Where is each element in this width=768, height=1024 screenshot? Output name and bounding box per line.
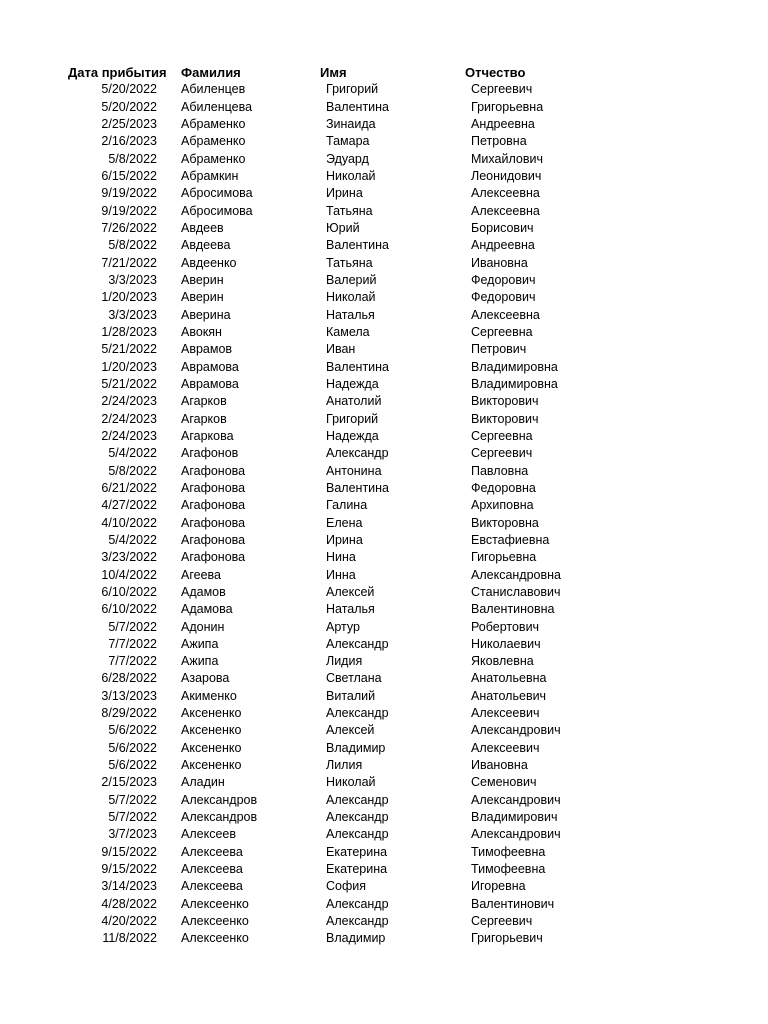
arrival-date-cell: 10/4/2022: [101, 567, 157, 582]
patronymic-cell: Игоревна: [471, 879, 526, 894]
patronymic-cell: Григорьевич: [471, 931, 543, 946]
patronymic-cell: Ивановна: [471, 255, 528, 270]
last-name-cell: Александров: [181, 810, 258, 825]
table-row: [68, 376, 581, 393]
last-name-cell: Абрамкин: [181, 168, 239, 183]
first-name-cell: Иван: [326, 342, 356, 357]
patronymic-cell: Валентинович: [471, 896, 555, 911]
arrival-date-cell: 6/10/2022: [101, 602, 157, 617]
patronymic-cell: Леонидович: [471, 168, 542, 183]
patronymic-cell: Анатольевич: [471, 688, 547, 703]
table-row: [68, 705, 581, 722]
table-row: [68, 393, 581, 410]
arrival-date-cell: 5/6/2022: [108, 758, 157, 773]
header-row: [68, 64, 581, 81]
patronymic-cell: Сергеевна: [471, 428, 533, 443]
table-row: [68, 636, 581, 653]
first-name-cell: Надежда: [326, 376, 379, 391]
patronymic-cell: Николаевич: [471, 636, 541, 651]
table-row: [68, 99, 581, 116]
first-name-cell: София: [326, 879, 367, 894]
last-name-cell: Алексеенко: [181, 914, 249, 929]
header-patronymic: Отчество: [465, 65, 526, 80]
first-name-cell: Татьяна: [326, 203, 373, 218]
patronymic-cell: Федорович: [471, 272, 536, 287]
table-row: [68, 896, 581, 913]
last-name-cell: Авокян: [181, 324, 222, 339]
last-name-cell: Алексеева: [181, 844, 243, 859]
first-name-cell: Николай: [326, 290, 376, 305]
table-row: [68, 532, 581, 549]
first-name-cell: Валентина: [326, 238, 390, 253]
table-row: [68, 411, 581, 428]
table-row: [68, 185, 581, 202]
table-row: [68, 133, 581, 150]
last-name-cell: Абиленцева: [181, 99, 253, 114]
last-name-cell: Агафонова: [181, 463, 246, 478]
table-row: [68, 341, 581, 358]
arrival-date-cell: 4/28/2022: [101, 896, 157, 911]
arrival-date-cell: 3/7/2023: [108, 827, 157, 842]
arrival-date-cell: 7/7/2022: [108, 636, 157, 651]
first-name-cell: Камела: [326, 324, 370, 339]
patronymic-cell: Тимофеевна: [471, 844, 546, 859]
patronymic-cell: Алексеевич: [471, 706, 540, 721]
patronymic-cell: Алексеевна: [471, 203, 540, 218]
table-row: [68, 237, 581, 254]
table-row: [68, 792, 581, 809]
table-row: [68, 809, 581, 826]
first-name-cell: Екатерина: [326, 862, 388, 877]
last-name-cell: Агаркова: [181, 428, 234, 443]
last-name-cell: Алексеев: [181, 827, 236, 842]
last-name-cell: Акименко: [181, 688, 237, 703]
last-name-cell: Авдеев: [181, 220, 224, 235]
last-name-cell: Александров: [181, 792, 258, 807]
arrival-date-cell: 5/4/2022: [108, 532, 157, 547]
last-name-cell: Авдеенко: [181, 255, 237, 270]
arrival-date-cell: 5/4/2022: [108, 446, 157, 461]
table-row: [68, 445, 581, 462]
arrival-date-cell: 5/7/2022: [108, 810, 157, 825]
patronymic-cell: Андреевна: [471, 238, 535, 253]
last-name-cell: Агафонова: [181, 498, 246, 513]
arrival-date-cell: 6/21/2022: [101, 480, 157, 495]
first-name-cell: Владимир: [326, 931, 386, 946]
first-name-cell: Ирина: [326, 532, 363, 547]
last-name-cell: Аврамова: [181, 376, 239, 391]
first-name-cell: Виталий: [326, 688, 376, 703]
patronymic-cell: Архиповна: [471, 498, 534, 513]
first-name-cell: Антонина: [326, 463, 382, 478]
first-name-cell: Эдуард: [326, 151, 369, 166]
first-name-cell: Александр: [326, 810, 389, 825]
patronymic-cell: Федоровна: [471, 480, 536, 495]
last-name-cell: Агафонова: [181, 532, 246, 547]
patronymic-cell: Станиславович: [471, 584, 561, 599]
patronymic-cell: Андреевна: [471, 116, 535, 131]
last-name-cell: Аверина: [181, 307, 231, 322]
first-name-cell: Валентина: [326, 99, 390, 114]
patronymic-cell: Александрович: [471, 792, 561, 807]
table-row: [68, 567, 581, 584]
arrival-date-cell: 2/24/2023: [101, 394, 157, 409]
last-name-cell: Агарков: [181, 411, 227, 426]
first-name-cell: Надежда: [326, 428, 379, 443]
last-name-cell: Адонин: [181, 619, 225, 634]
roster-table: [68, 64, 581, 948]
first-name-cell: Николай: [326, 775, 376, 790]
table-row: [68, 203, 581, 220]
last-name-cell: Ажипа: [181, 654, 219, 669]
first-name-cell: Валерий: [326, 272, 377, 287]
last-name-cell: Аладин: [181, 775, 225, 790]
last-name-cell: Агафонова: [181, 515, 246, 530]
arrival-date-cell: 7/21/2022: [101, 255, 157, 270]
last-name-cell: Аврамов: [181, 342, 233, 357]
first-name-cell: Лилия: [326, 758, 363, 773]
patronymic-cell: Александрович: [471, 723, 561, 738]
first-name-cell: Александр: [326, 827, 389, 842]
first-name-cell: Елена: [326, 515, 363, 530]
first-name-cell: Лидия: [326, 654, 363, 669]
arrival-date-cell: 6/10/2022: [101, 584, 157, 599]
table-row: [68, 740, 581, 757]
last-name-cell: Абраменко: [181, 116, 246, 131]
patronymic-cell: Владимировна: [471, 376, 558, 391]
first-name-cell: Григорий: [326, 411, 379, 426]
last-name-cell: Абраменко: [181, 151, 246, 166]
arrival-date-cell: 5/20/2022: [101, 82, 157, 97]
last-name-cell: Аксененко: [181, 723, 242, 738]
arrival-date-cell: 5/21/2022: [101, 376, 157, 391]
table-row: [68, 826, 581, 843]
arrival-date-cell: 9/19/2022: [101, 186, 157, 201]
table-row: [68, 151, 581, 168]
last-name-cell: Адамова: [181, 602, 233, 617]
table-row: [68, 549, 581, 566]
arrival-date-cell: 6/15/2022: [101, 168, 157, 183]
first-name-cell: Наталья: [326, 307, 375, 322]
first-name-cell: Александр: [326, 706, 389, 721]
first-name-cell: Александр: [326, 896, 389, 911]
table-row: [68, 653, 581, 670]
first-name-cell: Светлана: [326, 671, 382, 686]
arrival-date-cell: 5/8/2022: [108, 151, 157, 166]
patronymic-cell: Владимирович: [471, 810, 558, 825]
first-name-cell: Александр: [326, 914, 389, 929]
patronymic-cell: Алексеевна: [471, 307, 540, 322]
last-name-cell: Агафонова: [181, 550, 246, 565]
table-row: [68, 688, 581, 705]
patronymic-cell: Сергеевич: [471, 446, 533, 461]
arrival-date-cell: 3/3/2023: [108, 272, 157, 287]
arrival-date-cell: 3/14/2023: [101, 879, 157, 894]
arrival-date-cell: 2/24/2023: [101, 428, 157, 443]
first-name-cell: Тамара: [326, 134, 370, 149]
arrival-date-cell: 7/26/2022: [101, 220, 157, 235]
patronymic-cell: Сергеевич: [471, 914, 533, 929]
patronymic-cell: Владимировна: [471, 359, 558, 374]
first-name-cell: Александр: [326, 446, 389, 461]
table-row: [68, 463, 581, 480]
arrival-date-cell: 5/8/2022: [108, 238, 157, 253]
arrival-date-cell: 9/15/2022: [101, 862, 157, 877]
patronymic-cell: Валентиновна: [471, 602, 555, 617]
patronymic-cell: Петрович: [471, 342, 527, 357]
last-name-cell: Абиленцев: [181, 82, 246, 97]
patronymic-cell: Петровна: [471, 134, 527, 149]
arrival-date-cell: 1/28/2023: [101, 324, 157, 339]
arrival-date-cell: 5/6/2022: [108, 740, 157, 755]
arrival-date-cell: 1/20/2023: [101, 290, 157, 305]
header-last-name: Фамилия: [181, 65, 241, 80]
first-name-cell: Зинаида: [326, 116, 376, 131]
header-arrival-date: Дата прибытия: [68, 65, 167, 80]
patronymic-cell: Анатольевна: [471, 671, 547, 686]
table-row: [68, 722, 581, 739]
last-name-cell: Аксененко: [181, 758, 242, 773]
patronymic-cell: Михайлович: [471, 151, 543, 166]
arrival-date-cell: 5/7/2022: [108, 792, 157, 807]
patronymic-cell: Александрович: [471, 827, 561, 842]
arrival-date-cell: 7/7/2022: [108, 654, 157, 669]
table-row: [68, 497, 581, 514]
table-row: [68, 619, 581, 636]
arrival-date-cell: 3/3/2023: [108, 307, 157, 322]
patronymic-cell: Ивановна: [471, 758, 528, 773]
patronymic-cell: Викторович: [471, 394, 539, 409]
arrival-date-cell: 5/21/2022: [101, 342, 157, 357]
first-name-cell: Анатолий: [326, 394, 382, 409]
arrival-date-cell: 4/27/2022: [101, 498, 157, 513]
first-name-cell: Алексей: [326, 723, 375, 738]
arrival-date-cell: 3/23/2022: [101, 550, 157, 565]
table-row: [68, 81, 581, 98]
arrival-date-cell: 8/29/2022: [101, 706, 157, 721]
first-name-cell: Григорий: [326, 82, 379, 97]
first-name-cell: Инна: [326, 567, 356, 582]
last-name-cell: Аверин: [181, 290, 224, 305]
last-name-cell: Аврамова: [181, 359, 239, 374]
last-name-cell: Адамов: [181, 584, 226, 599]
last-name-cell: Абраменко: [181, 134, 246, 149]
arrival-date-cell: 5/7/2022: [108, 619, 157, 634]
table-row: [68, 289, 581, 306]
arrival-date-cell: 5/8/2022: [108, 463, 157, 478]
last-name-cell: Агеева: [181, 567, 221, 582]
table-row: [68, 878, 581, 895]
patronymic-cell: Павловна: [471, 463, 529, 478]
table-row: [68, 844, 581, 861]
patronymic-cell: Яковлевна: [471, 654, 534, 669]
arrival-date-cell: 2/15/2023: [101, 775, 157, 790]
first-name-cell: Ирина: [326, 186, 363, 201]
last-name-cell: Ажипа: [181, 636, 219, 651]
patronymic-cell: Федорович: [471, 290, 536, 305]
first-name-cell: Алексей: [326, 584, 375, 599]
table-row: [68, 861, 581, 878]
patronymic-cell: Семенович: [471, 775, 537, 790]
arrival-date-cell: 9/15/2022: [101, 844, 157, 859]
first-name-cell: Галина: [326, 498, 368, 513]
patronymic-cell: Гигорьевна: [471, 550, 537, 565]
patronymic-cell: Алексеевна: [471, 186, 540, 201]
first-name-cell: Наталья: [326, 602, 375, 617]
table-row: [68, 220, 581, 237]
patronymic-cell: Сергеевна: [471, 324, 533, 339]
first-name-cell: Артур: [326, 619, 360, 634]
first-name-cell: Валентина: [326, 480, 390, 495]
patronymic-cell: Тимофеевна: [471, 862, 546, 877]
patronymic-cell: Сергеевич: [471, 82, 533, 97]
first-name-cell: Александр: [326, 792, 389, 807]
first-name-cell: Татьяна: [326, 255, 373, 270]
last-name-cell: Абросимова: [181, 186, 253, 201]
patronymic-cell: Робертович: [471, 619, 540, 634]
arrival-date-cell: 9/19/2022: [101, 203, 157, 218]
first-name-cell: Юрий: [326, 220, 360, 235]
patronymic-cell: Алексеевич: [471, 740, 540, 755]
patronymic-cell: Григорьевна: [471, 99, 544, 114]
first-name-cell: Екатерина: [326, 844, 388, 859]
table-row: [68, 168, 581, 185]
last-name-cell: Аксененко: [181, 706, 242, 721]
table-row: [68, 930, 581, 947]
arrival-date-cell: 11/8/2022: [102, 931, 157, 946]
last-name-cell: Аверин: [181, 272, 224, 287]
arrival-date-cell: 2/25/2023: [101, 116, 157, 131]
last-name-cell: Агафонова: [181, 480, 246, 495]
arrival-date-cell: 5/20/2022: [101, 99, 157, 114]
arrival-date-cell: 4/10/2022: [101, 515, 157, 530]
last-name-cell: Абросимова: [181, 203, 253, 218]
arrival-date-cell: 5/6/2022: [108, 723, 157, 738]
last-name-cell: Азарова: [181, 671, 230, 686]
patronymic-cell: Викторович: [471, 411, 539, 426]
arrival-date-cell: 4/20/2022: [101, 914, 157, 929]
table-row: [68, 515, 581, 532]
table-row: [68, 913, 581, 930]
last-name-cell: Агафонов: [181, 446, 239, 461]
first-name-cell: Нина: [326, 550, 356, 565]
table-body: [68, 81, 581, 947]
table-row: [68, 272, 581, 289]
first-name-cell: Николай: [326, 168, 376, 183]
table-row: [68, 428, 581, 445]
first-name-cell: Владимир: [326, 740, 386, 755]
table-row: [68, 116, 581, 133]
arrival-date-cell: 1/20/2023: [101, 359, 157, 374]
first-name-cell: Александр: [326, 636, 389, 651]
last-name-cell: Алексеева: [181, 879, 243, 894]
first-name-cell: Валентина: [326, 359, 390, 374]
arrival-date-cell: 6/28/2022: [101, 671, 157, 686]
table-row: [68, 757, 581, 774]
last-name-cell: Агарков: [181, 394, 227, 409]
last-name-cell: Алексеенко: [181, 931, 249, 946]
table-row: [68, 359, 581, 376]
table-row: [68, 670, 581, 687]
arrival-date-cell: 2/24/2023: [101, 411, 157, 426]
table-row: [68, 601, 581, 618]
table-row: [68, 584, 581, 601]
table-row: [68, 480, 581, 497]
patronymic-cell: Борисович: [471, 220, 534, 235]
table-row: [68, 307, 581, 324]
table-row: [68, 255, 581, 272]
patronymic-cell: Александровна: [471, 567, 561, 582]
header-first-name: Имя: [320, 65, 347, 80]
table-row: [68, 324, 581, 341]
last-name-cell: Авдеева: [181, 238, 231, 253]
last-name-cell: Алексеенко: [181, 896, 249, 911]
arrival-date-cell: 2/16/2023: [101, 134, 157, 149]
arrival-date-cell: 3/13/2023: [101, 688, 157, 703]
table-row: [68, 774, 581, 791]
patronymic-cell: Викторовна: [471, 515, 539, 530]
last-name-cell: Аксененко: [181, 740, 242, 755]
last-name-cell: Алексеева: [181, 862, 243, 877]
patronymic-cell: Евстафиевна: [471, 532, 550, 547]
